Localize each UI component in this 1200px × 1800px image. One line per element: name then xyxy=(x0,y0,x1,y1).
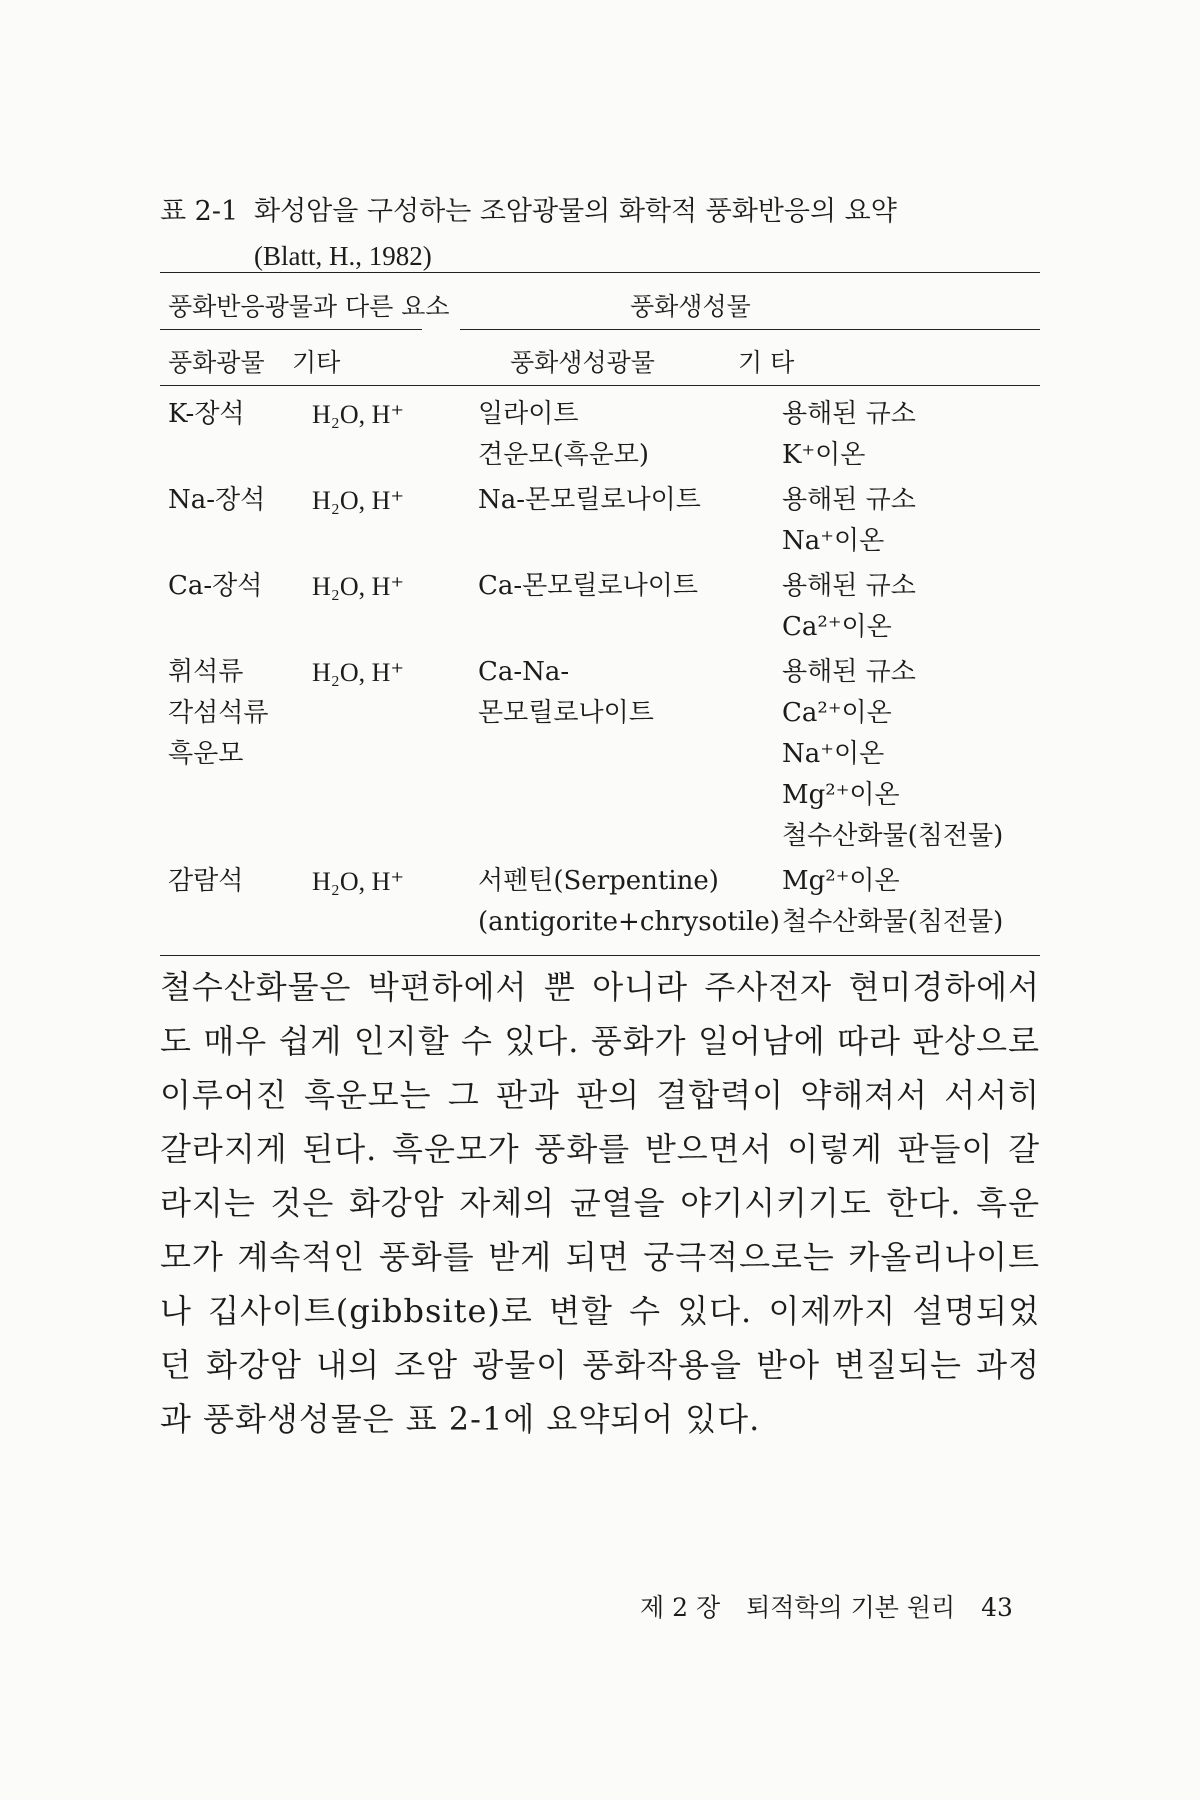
cell-line: H₂O, H⁺ xyxy=(312,572,405,601)
table-cell-mineral xyxy=(168,861,243,902)
table-row xyxy=(160,566,1040,652)
table-cell-other xyxy=(312,861,404,902)
cell-line: Ca-Na- xyxy=(478,657,570,687)
cell-line: H₂O, H⁺ xyxy=(312,486,405,515)
page-footer xyxy=(640,1588,1013,1624)
cell-line: 철수산화물(침전물) xyxy=(782,821,1004,851)
column-header-mineral: 풍화광물 xyxy=(168,348,265,377)
table-cell-etc xyxy=(782,394,916,476)
table-column-header xyxy=(160,329,1040,385)
cell-line: 용해된 규소 xyxy=(782,657,916,687)
page-number: 43 xyxy=(981,1593,1013,1622)
cell-line: 흑운모 xyxy=(168,739,244,769)
weathering-table xyxy=(160,272,1040,956)
table-cell-product xyxy=(478,652,654,734)
table-cell-other xyxy=(312,480,404,521)
column-header-product: 풍화생성광물 xyxy=(510,348,655,377)
table-cell-mineral xyxy=(168,480,265,521)
table-cell-etc xyxy=(782,480,916,562)
table-cell-product xyxy=(478,861,780,943)
cell-line: Ca²⁺이온 xyxy=(782,698,892,728)
cell-line: 일라이트 xyxy=(478,399,579,429)
table-row xyxy=(160,652,1040,861)
table-body xyxy=(160,386,1040,955)
footer-chapter-title: 퇴적학의 기본 원리 xyxy=(746,1593,956,1622)
table-cell-etc xyxy=(782,652,1003,857)
cell-line: Na⁺이온 xyxy=(782,739,885,769)
table-cell-other xyxy=(312,566,404,607)
table-cell-mineral xyxy=(168,652,268,775)
table-cell-other xyxy=(312,394,404,435)
cell-line: 철수산화물(침전물) xyxy=(782,907,1004,937)
cell-line: H₂O, H⁺ xyxy=(312,400,405,429)
table-cell-mineral xyxy=(168,394,245,435)
cell-line: Ca-몬모릴로나이트 xyxy=(478,571,698,601)
cell-line: 감람석 xyxy=(168,866,244,896)
cell-line: 용해된 규소 xyxy=(782,485,916,515)
table-row xyxy=(160,394,1040,480)
table-cell-other xyxy=(312,652,404,693)
table-cell-product xyxy=(478,394,649,476)
table-cell-etc xyxy=(782,861,1003,943)
table-source: (Blatt, H., 1982) xyxy=(254,241,432,271)
cell-line: Ca²⁺이온 xyxy=(782,612,892,642)
cell-line: Na-몬모릴로나이트 xyxy=(478,485,701,515)
table-cell-mineral xyxy=(168,566,262,607)
footer-chapter: 제 2 장 xyxy=(640,1593,721,1622)
cell-line: 휘석류 xyxy=(168,657,244,687)
cell-line: 몬모릴로나이트 xyxy=(478,698,654,728)
table-cell-product xyxy=(478,566,698,607)
cell-line: 용해된 규소 xyxy=(782,571,916,601)
cell-line: H₂O, H⁺ xyxy=(312,658,405,687)
table-title: 화성암을 구성하는 조암광물의 화학적 풍화반응의 요약 xyxy=(254,196,897,227)
body-paragraph: 철수산화물은 박편하에서 뿐 아니라 주사전자 현미경하에서도 매우 쉽게 인지할 수 있다. 풍화가 일어남에 따라 판상으로 이루어진 흑운모는 그 판과 판의 결합력이 약해져서 서서히 갈라지게 된다. 흑운모가 풍화를 받으면서 이렇게 판들이 갈라지는 것은 화강암 자체의 균열을 야기시키기도 한다. 흑운모가 계속적인 풍화를 받게 되면 궁극적으로는 카올리나이트나 깁사이트(gibbsite)로 변할 수 있다. 이제까지 설명되었던 화강암 내의 조암 광물이 풍화작용을 받아 변질되는 과정과 풍화생성물은 표 2-1에 요약되어 있다. xyxy=(160,968,1040,1438)
table-caption xyxy=(160,190,897,278)
cell-line: 견운모(흑운모) xyxy=(478,440,649,470)
column-header-other: 기타 xyxy=(292,348,341,377)
column-header-etc: 기 타 xyxy=(738,348,795,377)
cell-line: 각섬석류 xyxy=(168,698,269,728)
cell-line: 서펜틴(Serpentine) xyxy=(478,866,719,896)
cell-line: Mg²⁺이온 xyxy=(782,780,900,810)
cell-line: Mg²⁺이온 xyxy=(782,866,900,896)
cell-line: 용해된 규소 xyxy=(782,399,916,429)
table-row xyxy=(160,861,1040,947)
cell-line: H₂O, H⁺ xyxy=(312,867,405,896)
table-bottom-rule xyxy=(160,955,1040,956)
group-header-left: 풍화반응광물과 다른 요소 xyxy=(168,292,450,321)
table-number: 표 2-1 xyxy=(160,196,239,227)
cell-line: Ca-장석 xyxy=(168,571,263,601)
table-cell-product xyxy=(478,480,701,521)
table-cell-etc xyxy=(782,566,916,648)
cell-line: (antigorite+chrysotile) xyxy=(478,907,780,937)
cell-line: Na⁺이온 xyxy=(782,526,885,556)
cell-line: K-장석 xyxy=(168,399,245,429)
cell-line: Na-장석 xyxy=(168,485,266,515)
table-group-header xyxy=(160,273,1040,329)
table-row xyxy=(160,480,1040,566)
cell-line: K⁺이온 xyxy=(782,440,866,470)
group-header-right: 풍화생성물 xyxy=(630,292,751,321)
